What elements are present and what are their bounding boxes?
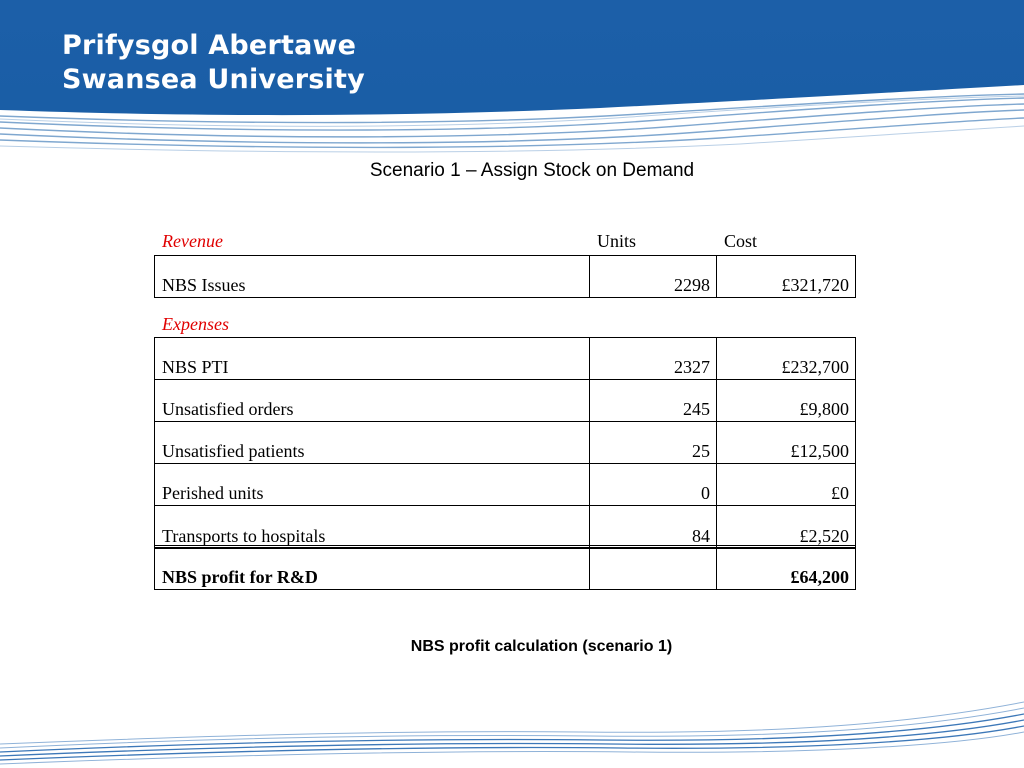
row-units: 25 [590, 422, 717, 464]
row-cost: £9,800 [717, 380, 856, 422]
row-cost: £12,500 [717, 422, 856, 464]
table-row [155, 422, 856, 464]
expenses-table [154, 337, 856, 549]
row-cost: £232,700 [717, 338, 856, 380]
revenue-label: Revenue [162, 231, 223, 251]
table-row [155, 464, 856, 506]
table-row [155, 338, 856, 380]
row-item: Perished units [155, 464, 590, 506]
profit-cost: £64,200 [717, 547, 856, 590]
footer-wave-graphic [0, 690, 1024, 768]
table-row [155, 506, 856, 549]
row-item: NBS PTI [155, 338, 590, 380]
university-name-welsh: Prifysgol Abertawe [62, 30, 357, 61]
row-item: NBS Issues [155, 256, 590, 298]
profit-table [154, 545, 856, 590]
row-cost: £0 [717, 464, 856, 506]
row-units: 84 [590, 506, 717, 549]
revenue-table [154, 255, 856, 298]
row-units: 2298 [590, 256, 717, 298]
table-row [155, 547, 856, 590]
university-name-english: Swansea University [62, 64, 365, 95]
row-units: 245 [590, 380, 717, 422]
expenses-label: Expenses [162, 314, 229, 334]
row-units: 2327 [590, 338, 717, 380]
table-caption: NBS profit calculation (scenario 1) [410, 638, 673, 655]
row-item: Unsatisfied orders [155, 380, 590, 422]
slide-title: Scenario 1 – Assign Stock on Demand [369, 160, 695, 181]
row-cost: £2,520 [717, 506, 856, 549]
row-item: Transports to hospitals [155, 506, 590, 549]
table-row [155, 256, 856, 298]
cost-column-header: Cost [724, 231, 758, 251]
row-item: Unsatisfied patients [155, 422, 590, 464]
profit-units [590, 547, 717, 590]
row-cost: £321,720 [717, 256, 856, 298]
table-row [155, 380, 856, 422]
units-column-header: Units [597, 231, 637, 251]
slide-header [0, 0, 1024, 160]
row-units: 0 [590, 464, 717, 506]
profit-item: NBS profit for R&D [155, 547, 590, 590]
